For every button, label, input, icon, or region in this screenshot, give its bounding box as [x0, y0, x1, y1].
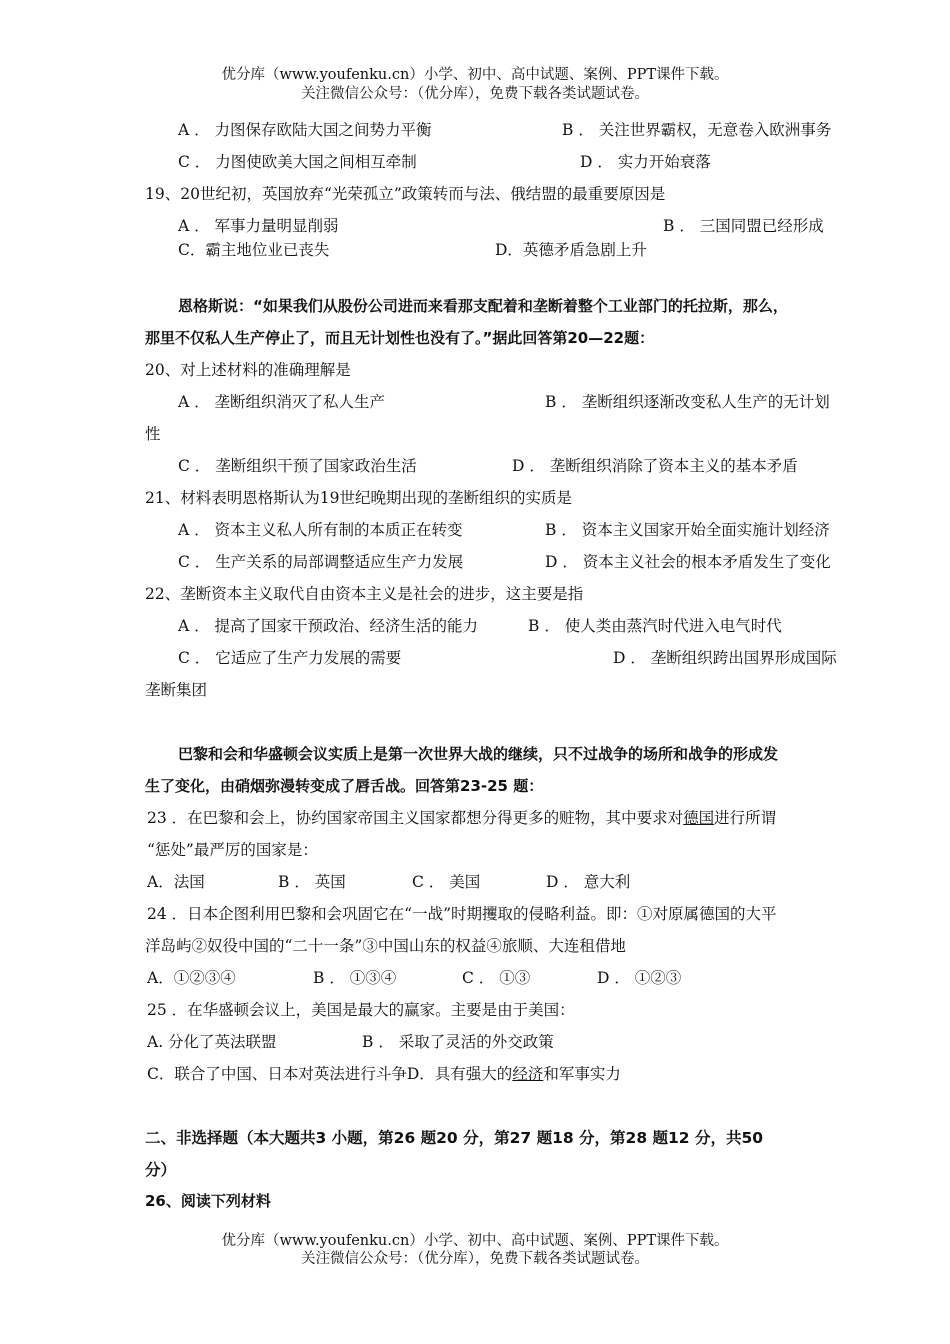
section-2-title-line-2: 分）: [145, 1161, 177, 1179]
q19-option-a: A ． 军事力量明显削弱: [178, 217, 339, 235]
q20-option-a: A ． 垄断组织消灭了私人生产: [178, 393, 386, 411]
q24-stem-line-1: 24 ．日本企图利用巴黎和会巩固它在“一战”时期攫取的侵略利益。即：①对原属德国的大平: [147, 905, 777, 923]
q19-option-b: B ． 三国同盟已经形成: [663, 217, 824, 235]
q23-option-b: B ． 英国: [278, 873, 346, 891]
q23-stem-post: 进行所谓: [714, 809, 777, 827]
q25-option-b: B ． 采取了灵活的外交政策: [362, 1033, 554, 1051]
paris-material-line-1: 巴黎和会和华盛顿会议实质上是第一次世界大战的继续，只不过战争的场所和战争的形成发: [178, 745, 779, 763]
q20-option-c: C ． 垄断组织干预了国家政治生活: [178, 457, 417, 475]
q18-option-b: B ． 关注世界霸权，无意卷入欧洲事务: [562, 121, 832, 139]
q21-option-d: D ． 资本主义社会的根本矛盾发生了变化: [545, 553, 831, 571]
q24-option-a: A．①②③④: [147, 969, 236, 987]
q23-option-d: D ． 意大利: [546, 873, 631, 891]
footer-line-2: 关注微信公众号：（优分库），免费下载各类试题试卷。: [301, 1251, 649, 1267]
q20-stem: 20、对上述材料的准确理解是: [145, 361, 351, 379]
q23-stem-line-2: “惩处”最严厉的国家是：: [147, 841, 318, 859]
q25-option-d-pre: D．具有强大的: [406, 1065, 513, 1083]
header-line-2: 关注微信公众号：（优分库），免费下载各类试题试卷。: [301, 86, 649, 102]
q19-stem: 19、20世纪初，英国放弃“光荣孤立”政策转而与法、俄结盟的最重要原因是: [145, 185, 666, 203]
q24-stem-line-2: 洋岛屿②奴役中国的“二十一条”③中国山东的权益④旅顺、大连租借地: [145, 937, 626, 955]
q18-option-a: A ． 力图保存欧陆大国之间势力平衡: [178, 121, 432, 139]
q19-option-d: D．英德矛盾急剧上升: [495, 241, 647, 259]
q23-option-c: C ． 美国: [412, 873, 481, 891]
engels-material-line-2: 那里不仅私人生产停止了，而且无计划性也没有了。”据此回答第20—22题：: [145, 329, 655, 347]
q26-heading: 26、阅读下列材料: [145, 1192, 271, 1210]
q24-option-d: D ． ①②③: [597, 969, 682, 987]
q20-option-d: D ． 垄断组织消除了资本主义的基本矛盾: [512, 457, 798, 475]
q21-option-b: B ． 资本主义国家开始全面实施计划经济: [545, 521, 830, 539]
q25-option-a: A. 分化了英法联盟: [147, 1033, 277, 1051]
engels-material-line-1: 恩格斯说：“如果我们从股份公司进而来看那支配着和垄断着整个工业部门的托拉斯，那么，: [178, 297, 788, 315]
q22-option-c: C ． 它适应了生产力发展的需要: [178, 649, 402, 667]
q25-option-d-post: 和军事实力: [543, 1065, 621, 1083]
q23-option-a: A．法国: [147, 873, 205, 891]
q22-option-a: A ． 提高了国家干预政治、经济生活的能力: [178, 617, 479, 635]
q19-option-c: C．霸主地位业已丧失: [178, 241, 330, 259]
q24-option-c: C ． ①③: [462, 969, 531, 987]
q22-option-d-continued: 垄断集团: [145, 681, 208, 699]
q22-option-d: D ． 垄断组织跨出国界形成国际: [613, 649, 837, 667]
q23-stem-line-1: [147, 808, 776, 828]
q18-option-d: D ． 实力开始衰落: [580, 153, 711, 171]
q25-option-d-underlined: 经济: [512, 1065, 544, 1083]
q24-option-b: B ． ①③④: [313, 969, 397, 987]
q25-stem: 25 ．在华盛顿会议上，美国是最大的赢家。主要是由于美国：: [147, 1001, 575, 1019]
section-2-title-line-1: 二、非选择题（本大题共3 小题，第26 题20 分，第27 题18 分，第28 题12 分，共50: [145, 1129, 764, 1147]
q18-option-c: C ． 力图使欧美大国之间相互牵制: [178, 153, 417, 171]
q20-option-b: B ． 垄断组织逐渐改变私人生产的无计划: [545, 393, 830, 411]
paris-material-line-2: 生了变化，由硝烟弥漫转变成了唇舌战。回答第23-25 题：: [145, 777, 544, 795]
q23-stem-pre: 23 ．在巴黎和会上，协约国家帝国主义国家都想分得更多的赃物，其中要求对: [147, 809, 684, 827]
header-line-1: 优分库（www.youfenku.cn）小学、初中、高中试题、案例、PPT课件下载。: [221, 67, 729, 83]
q21-stem: 21、材料表明恩格斯认为19世纪晚期出现的垄断组织的实质是: [145, 489, 572, 507]
q23-stem-underlined: 德国: [683, 809, 715, 827]
q22-option-b: B ． 使人类由蒸汽时代进入电气时代: [528, 617, 782, 635]
q22-stem: 22、垄断资本主义取代自由资本主义是社会的进步，这主要是指: [145, 585, 584, 603]
footer-line-1: 优分库（www.youfenku.cn）小学、初中、高中试题、案例、PPT课件下载。: [221, 1233, 729, 1249]
q25-options-c-d: [147, 1064, 621, 1084]
q20-option-b-continued: 性: [145, 425, 161, 443]
q25-option-c: C．联合了中国、日本对英法进行斗争: [147, 1065, 407, 1083]
q21-option-c: C ． 生产关系的局部调整适应生产力发展: [178, 553, 464, 571]
q21-option-a: A ． 资本主义私人所有制的本质正在转变: [178, 521, 463, 539]
